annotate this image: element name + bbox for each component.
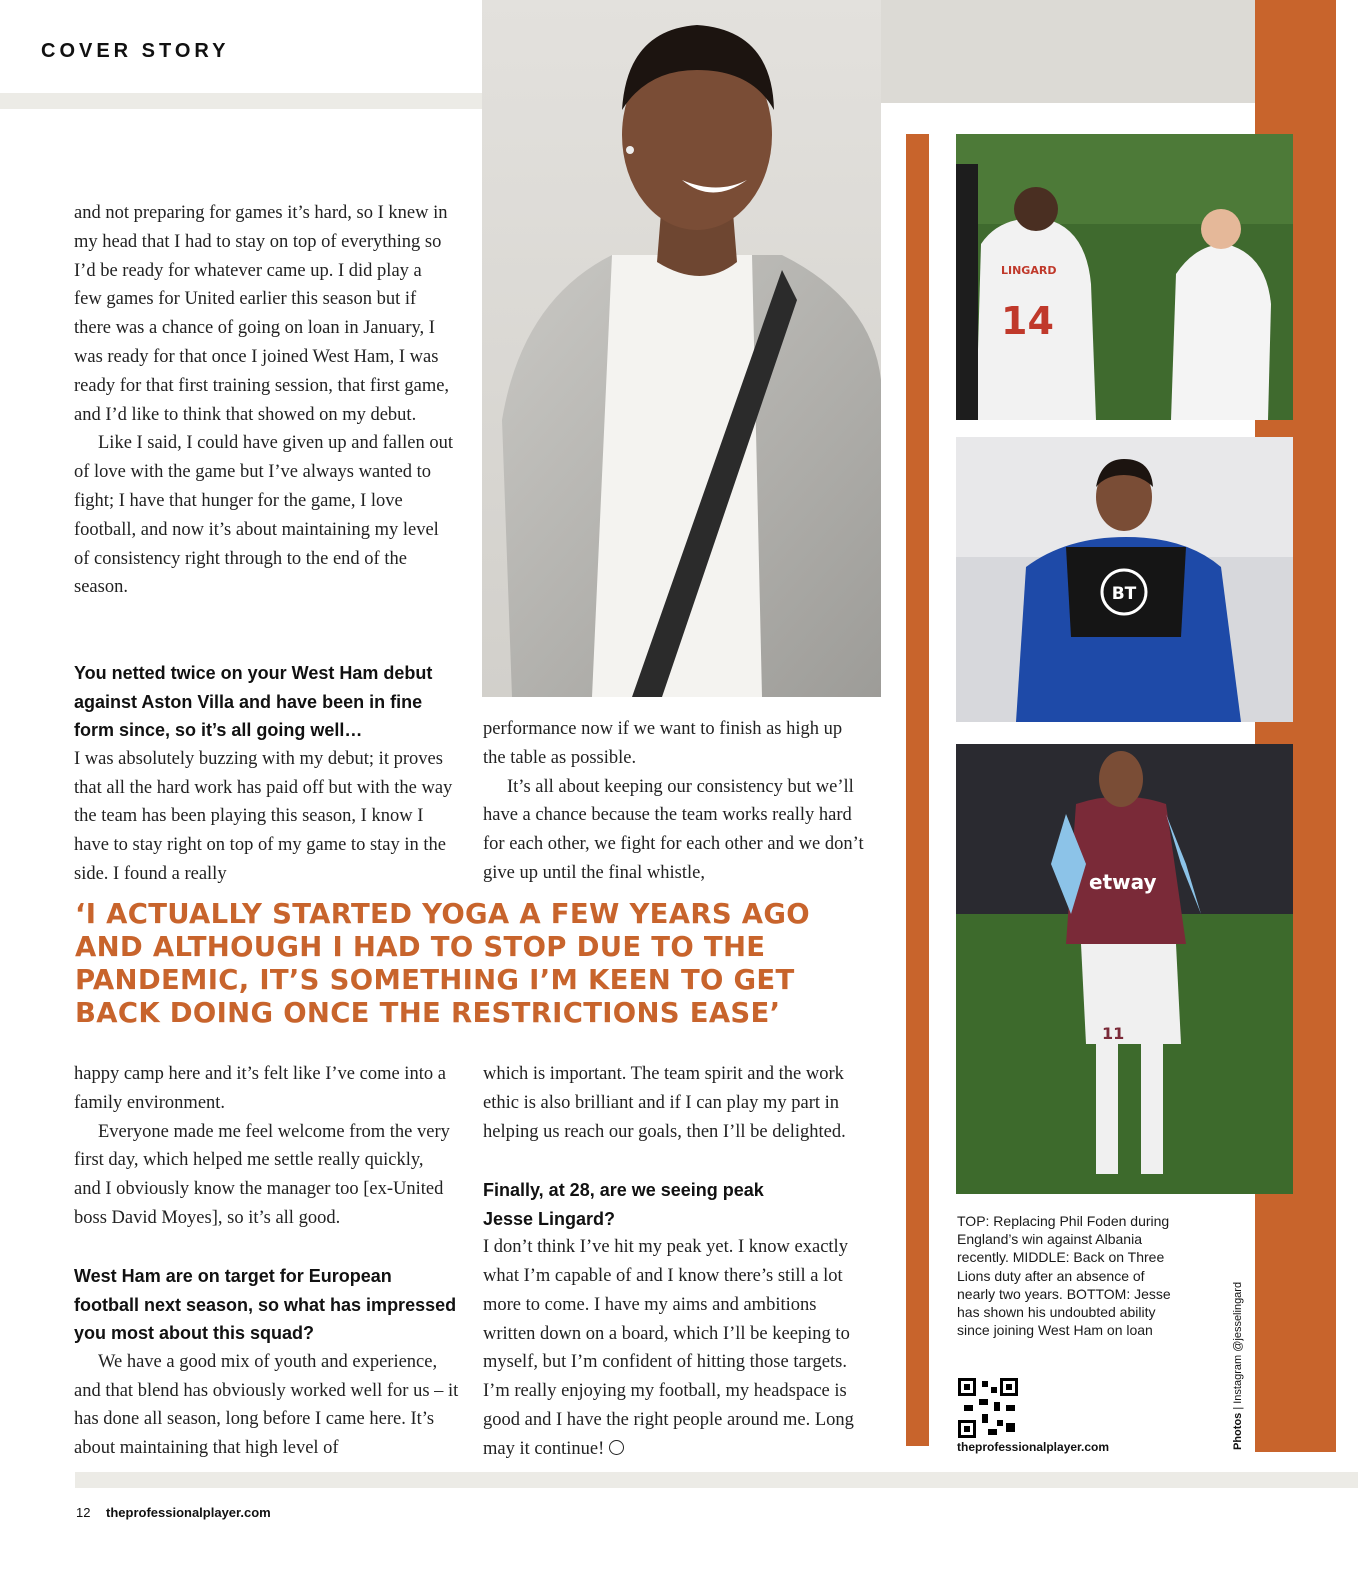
answer-2: We have a good mix of youth and experience, and that blend has obviously worked well for us – it has done all season, long before I came here. It’s about maintaining that high level of xyxy=(74,1351,459,1459)
right-top-band xyxy=(881,0,1255,103)
col2-top-text xyxy=(483,715,865,888)
footer-url[interactable]: theprofessionalplayer.com xyxy=(106,1505,271,1520)
section-label: COVER STORY xyxy=(41,40,230,62)
photo-bottom xyxy=(956,744,1293,1194)
photo-middle xyxy=(956,437,1293,722)
photo-top xyxy=(956,134,1293,420)
paragraph: and not preparing for games it’s hard, so I knew in my head that I had to stay on top of everything so I’d be ready for whatever came up. I did play a few games for United earlier this season but if there was a chance of going on loan in January, I was ready for that once I joined West Ham, I was ready for that first training session, that first game, and I’d like to think that showed on my debut. xyxy=(74,203,450,425)
shorts-number: 11 xyxy=(1102,1024,1125,1043)
answer-3: I don’t think I’ve hit my peak yet. I know exactly what I’m capable of and I know there’s still a lot more to come. I have my aims and ambitions written down on a board, which I’ll be keeping to myself, but I’m confident of hitting those targets. I’m really enjoying my football, my headspace is good and I have the right people around me. Long may it continue! xyxy=(483,1237,854,1459)
qr-url[interactable]: theprofessionalplayer.com xyxy=(957,1440,1110,1454)
sidebar-orange-bar xyxy=(906,134,929,1446)
page-number: 12 xyxy=(76,1505,91,1520)
paragraph: Like I said, I could have given up and fallen out of love with the game but I’ve always wanted to fight; I have that hunger for the game, I love football, and now it’s about maintaining my level of consistency right through to the end of the season. xyxy=(74,433,453,598)
answer-1: I was absolutely buzzing with my debut; it proves that all the hard work has paid off but with the way the team has been playing this season, I know I have to stay right on top of my game to stay in the side. I found a really xyxy=(74,748,453,884)
shirt-name: LINGARD xyxy=(1001,264,1057,277)
paragraph: performance now if we want to finish as high up the table as possible. xyxy=(483,719,843,768)
header-band xyxy=(0,93,482,109)
photo-credit: Photos | Instagram @jesselingard xyxy=(1232,1281,1244,1450)
question-1: You netted twice on your West Ham debut against Aston Villa and have been in fine form since, so it’s all going well… xyxy=(74,663,433,741)
q1-block xyxy=(74,659,459,889)
paragraph: happy camp here and it’s felt like I’ve come into a family environment. xyxy=(74,1064,446,1113)
q2-block xyxy=(74,1262,459,1463)
qr-code-icon[interactable] xyxy=(958,1378,1018,1438)
col1-top-text xyxy=(74,199,454,602)
shirt-sponsor: etway xyxy=(1089,870,1157,894)
paragraph: Everyone made me feel welcome from the very first day, which helped me settle really quickly, and I obviously know the manager too [ex-United boss David Moyes], so it’s all good. xyxy=(74,1121,450,1228)
bt-logo: BT xyxy=(1111,584,1137,604)
question-2: West Ham are on target for European football next season, so what has impressed you most about this squad? xyxy=(74,1266,457,1344)
end-mark-icon xyxy=(609,1440,624,1455)
pull-quote: ‘I ACTUALLY STARTED YOGA A FEW YEARS AGO AND ALTHOUGH I HAD TO STOP DUE TO THE PANDEMIC, IT’S SOMETHING I’M KEEN TO GET BACK DOING ONCE THE RESTRICTIONS EASE’ xyxy=(75,898,810,1029)
hero-photo xyxy=(482,0,881,697)
col2-bottom-text xyxy=(483,1060,865,1146)
question-3: Finally, at 28, are we seeing peak Jesse Lingard? xyxy=(483,1180,764,1229)
shirt-number: 14 xyxy=(1001,299,1054,343)
paragraph: which is important. The team spirit and the work ethic is also brilliant and if I can play my part in helping us reach our goals, then I’ll be delighted. xyxy=(483,1064,846,1142)
paragraph: It’s all about keeping our consistency but we’ll have a chance because the team works really hard for each other, we fight for each other and we don’t give up until the final whistle, xyxy=(483,776,864,883)
footer-band xyxy=(75,1472,1358,1488)
q3-block xyxy=(483,1176,865,1464)
photo-caption: TOP: Replacing Phil Foden during England’s win against Albania recently. MIDDLE: Back on Three Lions duty after an absence of nearly two years. BOTTOM: Jesse has shown his undoubted ability since joining West Ham on loan xyxy=(957,1213,1171,1339)
col1-bottom-text xyxy=(74,1060,454,1233)
